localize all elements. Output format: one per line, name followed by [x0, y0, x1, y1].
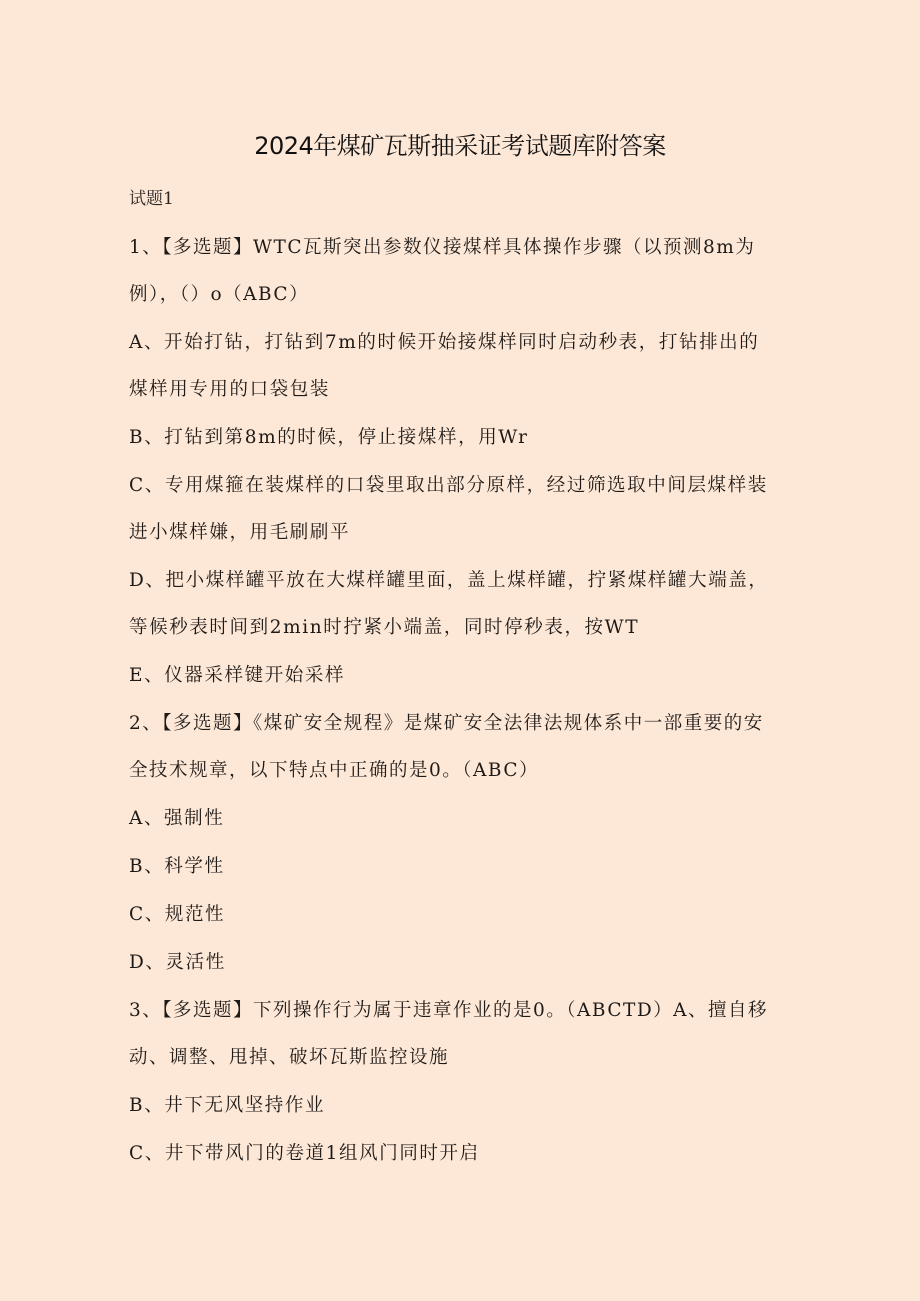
question-2-option-a: A、强制性	[129, 808, 225, 829]
question-2-option-b: B、科学性	[129, 856, 225, 877]
question-1-option-a: A、开始打钻，打钻到7m的时候开始接煤样同时启动秒表，打钻排出的煤样用专用的口袋包装	[129, 332, 760, 400]
question-2: 2、【多选题】《煤矿安全规程》是煤矿安全法律法规体系中一部重要的安全技术规章，以下特点中正确的是0。（ABC）	[129, 713, 764, 781]
question-1-option-c: C、专用煤箍在装煤样的口袋里取出部分原样，经过筛选取中间层煤样装进小煤样嫌，用毛刷刷平	[129, 475, 768, 543]
question-2-option-c: C、规范性	[129, 904, 226, 925]
section-label: 试题1	[129, 189, 174, 209]
question-1-option-d: D、把小煤样罐平放在大煤样罐里面，盖上煤样罐，拧紧煤样罐大端盖，等候秒表时间到2min时拧紧小端盖，同时停秒表，按WT	[129, 570, 769, 638]
question-3-option-b: B、井下无风坚持作业	[129, 1095, 326, 1116]
question-1: 1、【多选题】WTC瓦斯突出参数仪接煤样具体操作步骤（以预测8m为例），（）o（ABC）	[129, 237, 756, 305]
question-content	[129, 224, 779, 1178]
question-1-option-b: B、打钻到第8m的时候，停止接煤样，用Wr	[129, 427, 529, 448]
question-3-option-c: C、井下带风门的卷道1组风门同时开启	[129, 1143, 480, 1164]
question-1-option-e: E、仪器采样键开始采样	[129, 665, 346, 686]
question-2-option-d: D、灵活性	[129, 952, 226, 973]
document-title: 2024年煤矿瓦斯抽采证考试题库附答案	[254, 132, 666, 160]
question-3: 3、【多选题】下列操作行为属于违章作业的是0。（ABCTD）A、擅自移动、调整、甩掉、破坏瓦斯监控设施	[129, 1000, 769, 1068]
